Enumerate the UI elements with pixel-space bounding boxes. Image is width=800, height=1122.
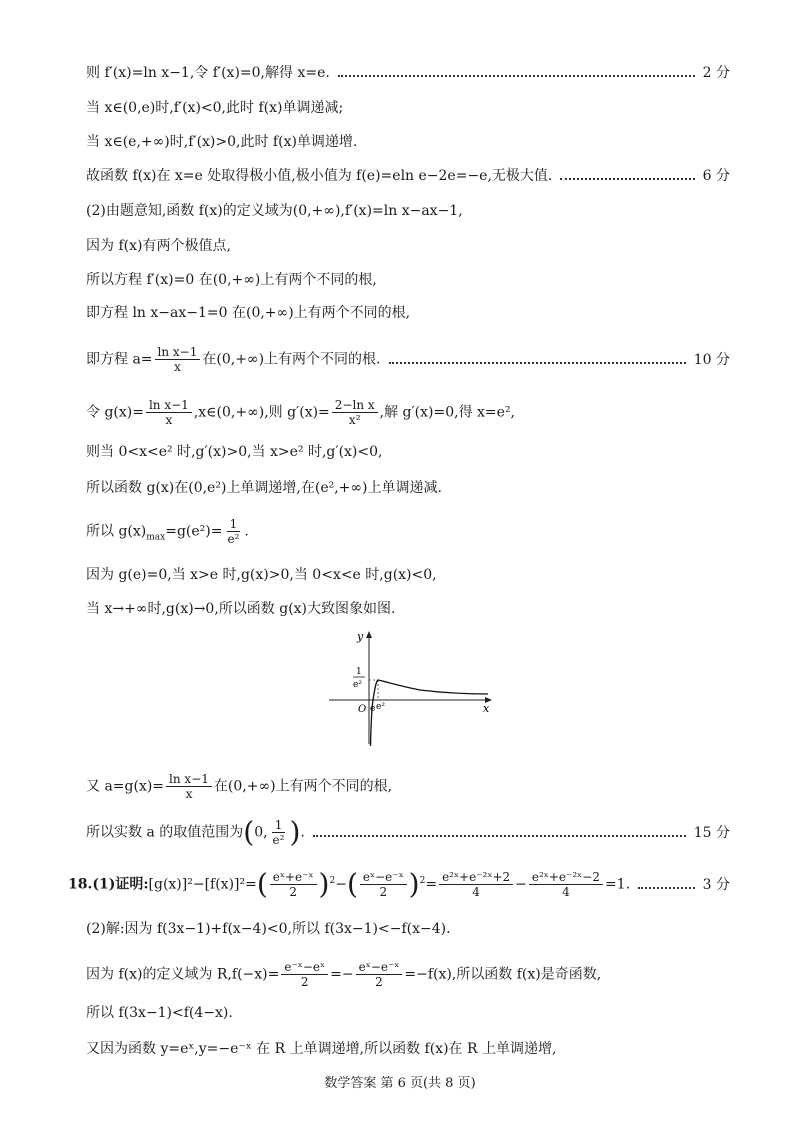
frac-den: 2 xyxy=(375,975,383,989)
line-15: 当 x→+∞时,g(x)→0,所以函数 g(x)大致图象如图. xyxy=(86,601,396,617)
frac-num: e²ˣ+e⁻²ˣ+2 xyxy=(439,870,513,885)
text-pre: 所以实数 a 的取值范围为 xyxy=(86,824,244,841)
score-points: 15 分 xyxy=(693,824,730,841)
fraction xyxy=(270,870,317,899)
frac-den: x xyxy=(185,787,193,801)
paren-open: ( xyxy=(256,867,268,901)
frac-num: 1 xyxy=(227,517,241,532)
line-14: 因为 g(e)=0,当 x>e 时,g(x)>0,当 0<x<e 时,g(x)<0, xyxy=(86,567,437,583)
text-pre: 又 a=g(x)= xyxy=(86,778,165,795)
text-pre: 即方程 a= xyxy=(86,351,153,368)
tick-e2: e² xyxy=(376,702,385,712)
line-21: 所以 f(3x−1)<f(4−x). xyxy=(86,1005,233,1021)
frac-den: e² xyxy=(227,532,240,546)
paren-open: ( xyxy=(243,815,255,849)
line-10 xyxy=(86,398,515,427)
y-axis-arrow-icon xyxy=(366,631,372,638)
page-footer: 数学答案 第 6 页(共 8 页) xyxy=(324,1076,476,1091)
fraction xyxy=(166,772,212,801)
frac-den: x xyxy=(165,413,173,427)
line-7: 所以方程 f′(x)=0 在(0,+∞)上有两个不同的根, xyxy=(86,272,377,288)
line-12: 所以函数 g(x)在(0,e²)上单调递增,在(e²,+∞)上单调递减. xyxy=(86,480,442,496)
text-post: =−f(x),所以函数 f(x)是奇函数, xyxy=(404,966,602,983)
leader-dots xyxy=(638,887,695,889)
text-pre: 因为 f(x)的定义域为 R,f(−x)= xyxy=(86,966,280,983)
fraction xyxy=(224,517,242,546)
line-8: 即方程 ln x−ax−1=0 在(0,+∞)上有两个不同的根, xyxy=(86,305,411,321)
frac-num: 2−ln x xyxy=(332,398,378,413)
line-4 xyxy=(86,167,730,185)
peak-den: e² xyxy=(353,680,362,690)
line-text: 18.(1)证明:[g(x)]²−[f(x)]²=( $\frac{\text{eˣ+e⁻ˣ}}{2}$ )$^2$−( $\frac{\text{eˣ−e⁻ˣ}}{2}$ )$^2$= $\frac{\text{e²ˣ+e⁻²ˣ+2}}{4}$ − $\frac{\text{e²ˣ+e⁻²ˣ−2}}{4}$ =1. xyxy=(68,867,631,901)
fraction xyxy=(360,870,407,899)
frac-num: e²ˣ+e⁻²ˣ−2 xyxy=(529,870,603,885)
line-6: 因为 f(x)有两个极值点, xyxy=(86,238,231,254)
frac-num: ln x−1 xyxy=(166,772,212,787)
text-mid: =− xyxy=(330,966,354,983)
line-9 xyxy=(86,345,730,374)
frac-den: 4 xyxy=(562,885,570,899)
line-17 xyxy=(86,815,730,849)
leader-dots xyxy=(560,178,694,180)
fraction xyxy=(529,870,603,899)
score-points: 6 分 xyxy=(702,168,730,184)
paren-close: ) xyxy=(408,867,420,901)
fraction xyxy=(155,345,201,374)
frac-num: ln x−1 xyxy=(155,345,201,360)
frac-den: x² xyxy=(348,413,361,427)
frac-num: eˣ−e⁻ˣ xyxy=(356,960,403,975)
line-text: 所以实数 a 的取值范围为(0, $\frac{1}{\text{e²}}$ ). xyxy=(86,815,305,849)
line-19: (2)解:因为 f(3x−1)+f(x−4)<0,所以 f(3x−1)<−f(x−4). xyxy=(86,921,451,937)
line-text xyxy=(86,345,381,374)
line-16 xyxy=(86,772,392,801)
text-post: 在(0,+∞)上有两个不同的根. xyxy=(202,351,381,368)
interval-left: 0, xyxy=(254,824,268,841)
text-pre: 令 g(x)= xyxy=(86,404,144,421)
y-label: y xyxy=(357,630,364,643)
fraction xyxy=(332,398,378,427)
origin-label: O xyxy=(358,704,367,715)
frac-den: 2 xyxy=(300,975,309,989)
leader-dots xyxy=(338,75,695,77)
text-pre: 所以 g(x) xyxy=(86,523,147,540)
text-post: 在(0,+∞)上有两个不同的根, xyxy=(213,778,393,795)
frac-num: e⁻ˣ−eˣ xyxy=(281,960,328,975)
score-points: 3 分 xyxy=(702,876,730,893)
frac-den: x xyxy=(174,360,181,374)
text-post: . xyxy=(244,523,249,540)
g-curve xyxy=(371,680,489,746)
leader-dots xyxy=(389,362,686,364)
text-post: =1. xyxy=(604,876,631,893)
square-mark: 2 xyxy=(419,875,426,886)
text-mid: =g(e²)= xyxy=(165,523,223,540)
frac-num: 1 xyxy=(272,818,286,833)
frac-den: 2 xyxy=(379,885,388,899)
line-text: 故函数 f(x)在 x=e 处取得极小值,极小值为 f(e)=eln e−2e=−e,无极大值. xyxy=(86,168,553,184)
line-5: (2)由题意知,函数 f(x)的定义域为(0,+∞),f′(x)=ln x−ax−1, xyxy=(86,203,463,219)
frac-den: 4 xyxy=(472,885,480,899)
text-post: ,解 g′(x)=0,得 x=e², xyxy=(379,404,516,421)
frac-num: eˣ−e⁻ˣ xyxy=(360,870,407,885)
line-2: 当 x∈(0,e)时,f′(x)<0,此时 f(x)单调递减; xyxy=(86,100,344,116)
paren-close: ) xyxy=(318,867,330,901)
line-text: 则 f′(x)=ln x−1,令 f′(x)=0,解得 x=e. xyxy=(86,65,330,81)
fraction xyxy=(439,870,513,899)
x-label: x xyxy=(483,702,490,715)
line-1 xyxy=(86,64,730,82)
paren-close: ) xyxy=(289,815,301,849)
fraction xyxy=(146,398,192,427)
tick-e: e xyxy=(370,704,376,714)
line-22: 又因为函数 y=eˣ,y=−e⁻ˣ 在 R 上单调递增,所以函数 f(x)在 R 上单调递增, xyxy=(86,1041,557,1057)
line-18 xyxy=(68,867,730,901)
frac-num: ln x−1 xyxy=(146,398,192,413)
score-points: 10 分 xyxy=(693,351,730,368)
fraction xyxy=(356,960,403,989)
frac-den: e² xyxy=(272,833,285,847)
fraction xyxy=(270,818,288,847)
line-20 xyxy=(86,960,601,989)
text-mid: ,x∈(0,+∞),则 g′(x)= xyxy=(193,404,330,421)
frac-num: eˣ+e⁻ˣ xyxy=(270,870,317,885)
line-3: 当 x∈(e,+∞)时,f′(x)>0,此时 f(x)单调递增. xyxy=(86,134,358,150)
subscript: max xyxy=(146,532,166,543)
frac-den: 2 xyxy=(289,885,297,899)
paren-open: ( xyxy=(346,867,358,901)
score-points: 2 分 xyxy=(702,65,730,81)
text-pre: [g(x)]²−[f(x)]²= xyxy=(148,876,257,893)
line-13 xyxy=(86,517,249,546)
question-label: 18.(1)证明: xyxy=(68,876,149,893)
fraction xyxy=(281,960,328,989)
function-graph xyxy=(325,628,495,750)
square-mark: 2 xyxy=(329,875,336,886)
leader-dots xyxy=(313,835,686,837)
peak-num: 1 xyxy=(356,667,362,677)
line-11: 则当 0<x<e² 时,g′(x)>0,当 x>e² 时,g′(x)<0, xyxy=(86,444,383,460)
